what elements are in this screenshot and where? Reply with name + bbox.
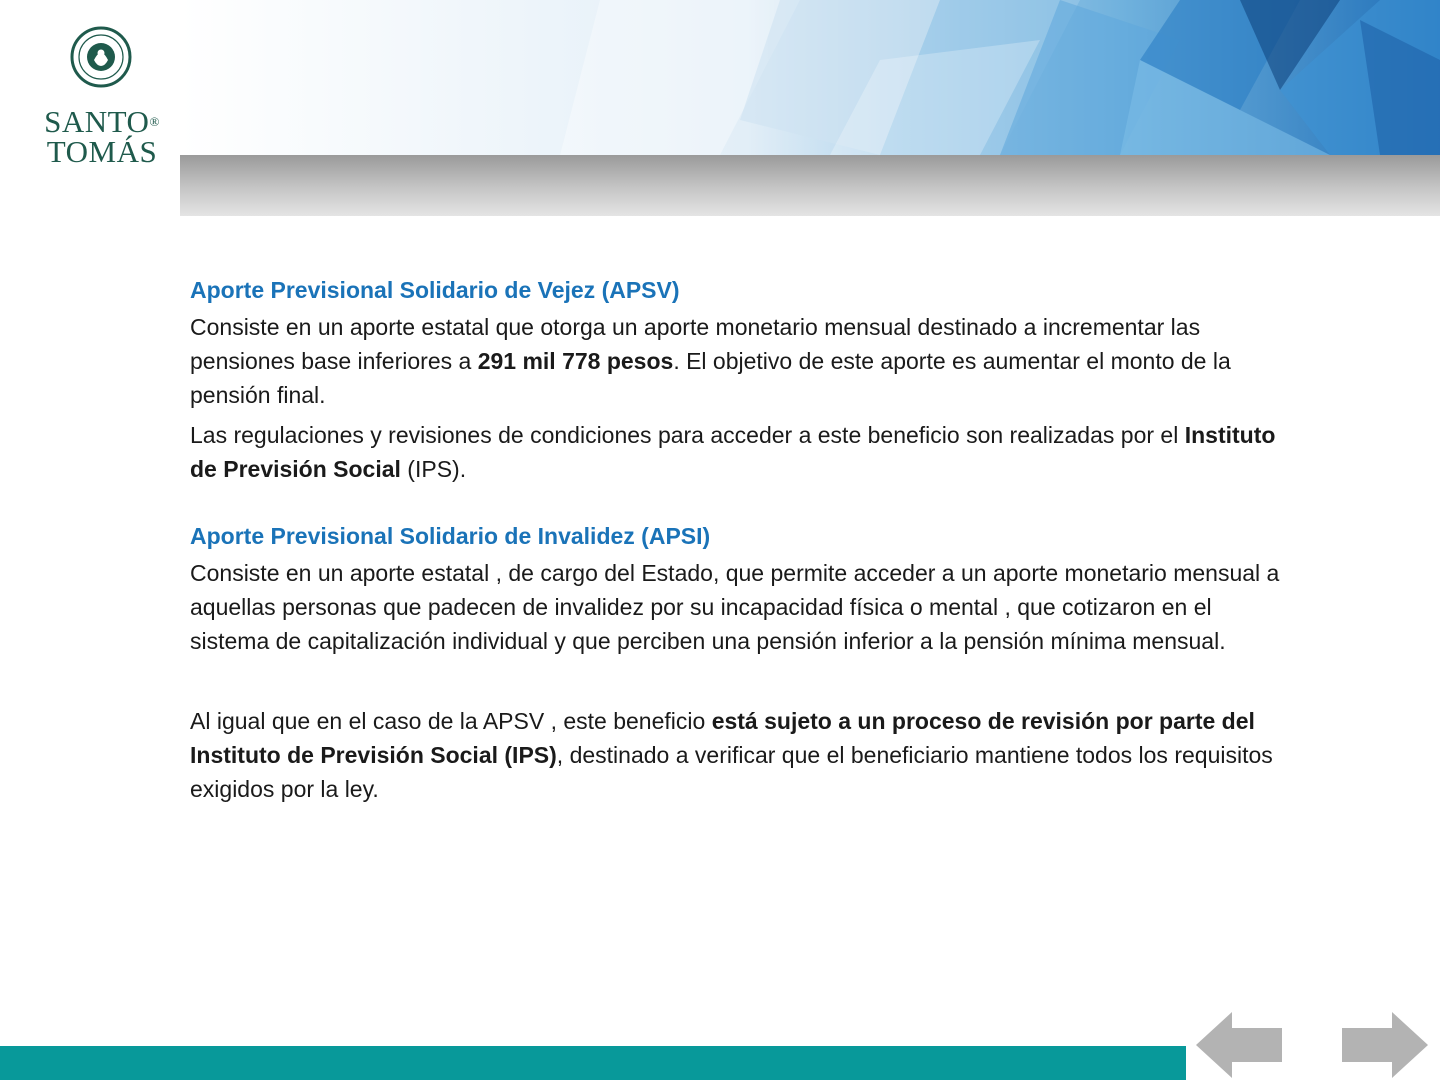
logo-text-line2: TOMÁS — [46, 134, 158, 169]
seal-icon — [70, 26, 132, 88]
ips-name: Instituto de Previsión Social — [190, 422, 1276, 482]
next-slide-button[interactable] — [1340, 1010, 1430, 1080]
apsi-description: Consiste en un aporte estatal , de cargo del Estado, que permite acceder a un aporte monetario mensual a aquellas personas que padecen de invalidez por su incapacidad física o mental , que cotizaron en el sistema de capitalización individual y que perciben una pensión inferior a la pensión mínima mensual. — [190, 560, 1280, 654]
apsi-review: Al igual que en el caso de la APSV , este beneficio está sujeto a un proceso de revisión por parte del Instituto de Previsión Social (IPS), destinado a verificar que el beneficiario mantiene todos los requisitos exigidos por la ley. — [190, 708, 1273, 802]
section-title-apsi: Aporte Previsional Solidario de Invalidez (APSI) — [190, 523, 711, 549]
header-banner — [180, 0, 1440, 155]
section-title-apsv: Aporte Previsional Solidario de Vejez (APSV) — [190, 277, 680, 303]
registered-mark: ® — [149, 114, 160, 129]
arrow-right-icon — [1340, 1010, 1430, 1080]
logo-text-line1: SANTO — [44, 104, 150, 139]
previous-slide-button[interactable] — [1194, 1010, 1284, 1080]
apsi-review-bold: está sujeto a un proceso de revisión por parte del Instituto de Previsión Social (IPS) — [190, 708, 1255, 768]
header-gray-band — [180, 155, 1440, 216]
footer-bar — [0, 1046, 1186, 1080]
apsv-regulation: Las regulaciones y revisiones de condiciones para acceder a este beneficio son realizadas por el Instituto de Previsión Social (IPS). — [190, 422, 1276, 482]
logo — [0, 0, 180, 215]
arrow-left-icon — [1194, 1010, 1284, 1080]
apsv-description: Consiste en un aporte estatal que otorga un aporte monetario mensual destinado a incrementar las pensiones base inferiores a 291 mil 778 pesos. El objetivo de este aporte es aumentar el monto de la pensión final. — [190, 314, 1231, 408]
banner-graphic — [180, 0, 1440, 155]
apsv-amount: 291 mil 778 pesos — [477, 348, 674, 374]
slide-content — [190, 270, 1280, 806]
